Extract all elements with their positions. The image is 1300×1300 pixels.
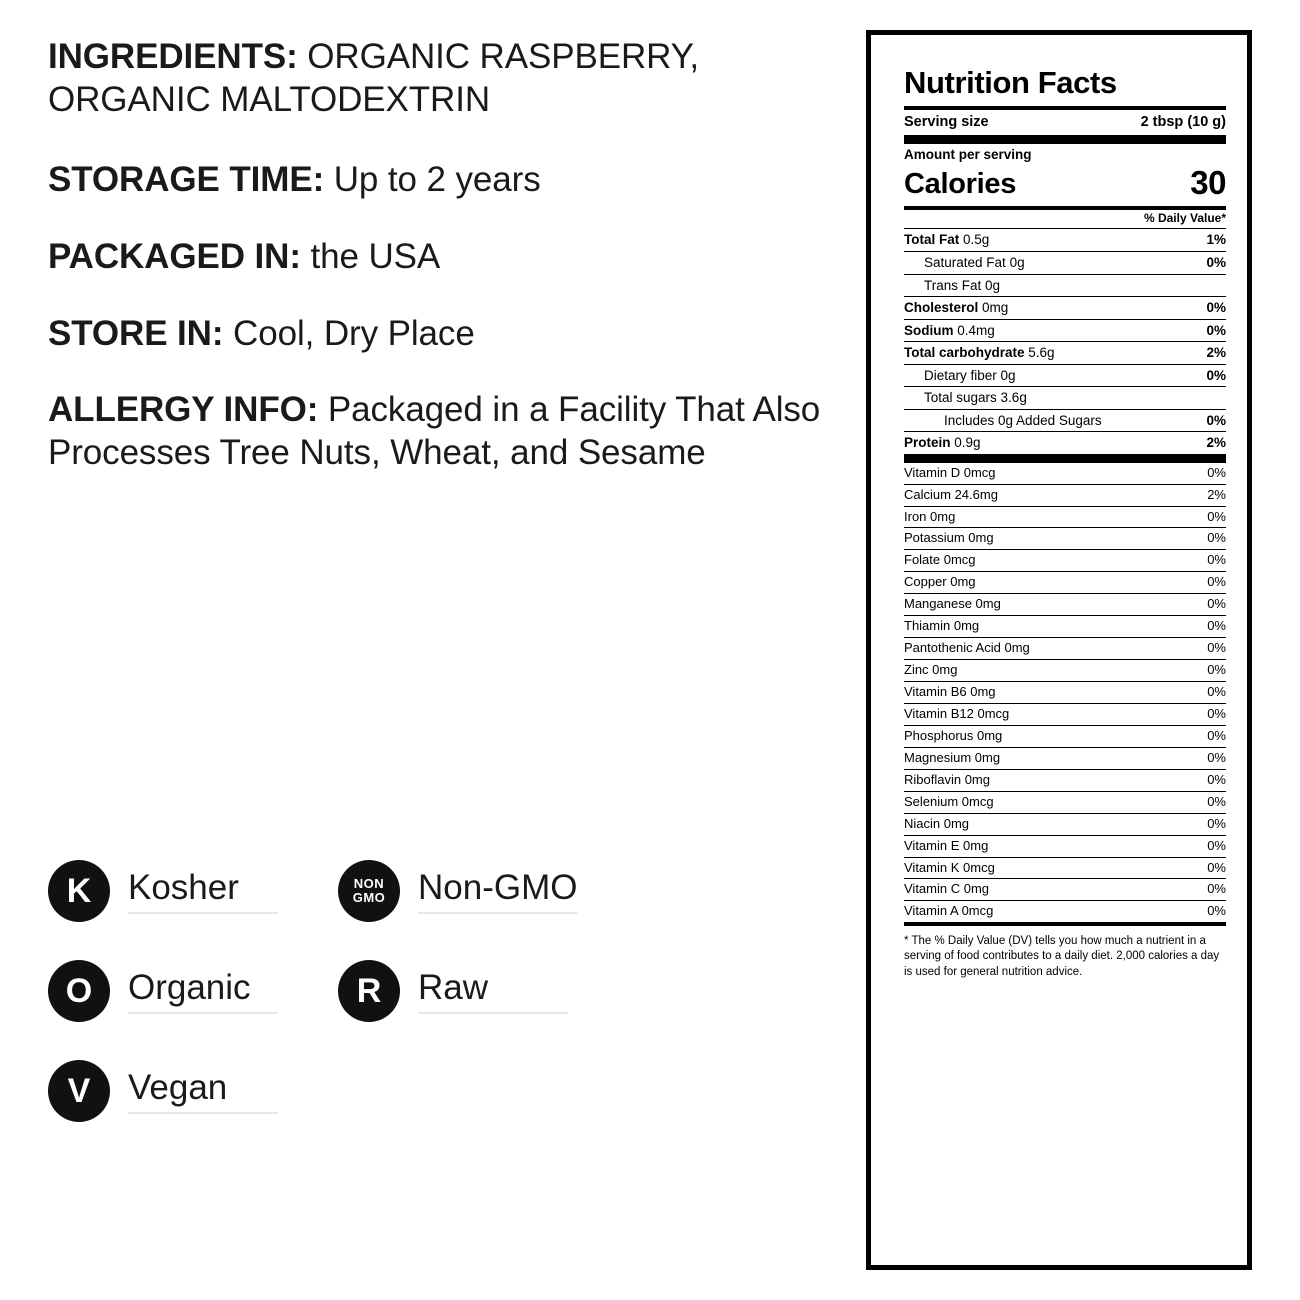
- nutrient-daily-value: 2%: [1206, 435, 1226, 451]
- badge-raw: [338, 960, 628, 1022]
- nutrient-row: [904, 320, 1226, 342]
- vitamin-row: [904, 572, 1226, 593]
- info-value-storage-time: Up to 2 years: [324, 160, 541, 200]
- serving-size-label: Serving size: [904, 113, 989, 130]
- vitamin-daily-value: 0%: [1207, 749, 1226, 765]
- vitamin-daily-value: 2%: [1207, 486, 1226, 502]
- nutrient-row: [904, 387, 1226, 409]
- nutrient-row: [904, 342, 1226, 364]
- vitamin-row: [904, 616, 1226, 637]
- nutrition-facts-inner: [904, 67, 1226, 980]
- nutrient-row: [904, 297, 1226, 319]
- daily-value-footnote: * The % Daily Value (DV) tells you how much a nutrient in a serving of food contributes to a daily diet. 2,000 calories a day is used for general nutrition advice.: [904, 935, 1220, 978]
- vitamin-name: Thiamin 0mg: [904, 618, 980, 634]
- vitamin-name: Copper 0mg: [904, 574, 976, 590]
- nutrient-main-rows: [904, 229, 1226, 453]
- vitamin-daily-value: 0%: [1207, 464, 1226, 480]
- badge-non-gmo-label: Non-GMO: [418, 867, 578, 907]
- vitamin-row: [904, 901, 1226, 922]
- nutrient-name: Protein 0.9g: [904, 435, 981, 451]
- product-info-column: [48, 36, 848, 509]
- info-value-packaged-in: the USA: [300, 237, 441, 277]
- vitamin-name: Folate 0mcg: [904, 552, 976, 568]
- vitamin-name: Zinc 0mg: [904, 662, 958, 678]
- vitamin-row: [904, 792, 1226, 813]
- vitamin-daily-value: 0%: [1207, 684, 1226, 699]
- nutrient-name: Cholesterol 0mg: [904, 300, 1009, 316]
- vitamin-daily-value: 0%: [1207, 815, 1226, 831]
- badge-vegan-label-wrap: [128, 1068, 278, 1114]
- info-value-allergy-info: Packaged in a Facility That Also Processes Tree Nuts, Wheat, and Sesame: [48, 390, 821, 473]
- vitamin-name: Manganese 0mg: [904, 596, 1001, 612]
- info-block-packaged-in: [48, 236, 848, 279]
- info-block-store-in: [48, 313, 848, 356]
- nutrient-row: [904, 432, 1226, 454]
- info-value-ingredients: ORGANIC RASPBERRY, ORGANIC MALTODEXTRIN: [48, 37, 700, 119]
- vitamin-name: Vitamin A 0mcg: [904, 903, 994, 919]
- vitamin-row: [904, 748, 1226, 769]
- nutrition-facts-title: Nutrition Facts: [904, 65, 1117, 100]
- calories-row: [904, 164, 1226, 206]
- vitamin-row: [904, 528, 1226, 549]
- nutrition-facts-panel: [866, 30, 1252, 1270]
- vitamin-row: [904, 463, 1226, 484]
- vitamin-name: Magnesium 0mg: [904, 749, 1001, 765]
- vitamin-daily-value: 0%: [1207, 662, 1226, 678]
- badge-row-1: [48, 860, 748, 922]
- vitamin-daily-value: 0%: [1207, 903, 1226, 919]
- vitamin-daily-value: 0%: [1207, 881, 1226, 897]
- vitamin-name: Vitamin D 0mcg: [904, 464, 996, 480]
- vitamin-name: Calcium 24.6mg: [904, 486, 998, 502]
- badge-kosher: [48, 860, 338, 922]
- nutrient-row: [904, 252, 1226, 274]
- nutrient-name: Dietary fiber 0g: [924, 367, 1016, 383]
- info-block-storage-time: [48, 159, 848, 202]
- vitamin-row: [904, 485, 1226, 506]
- vitamin-name: Vitamin K 0mcg: [904, 859, 995, 875]
- nutrient-daily-value: 2%: [1206, 345, 1226, 361]
- vitamin-daily-value: 0%: [1207, 727, 1226, 743]
- info-value-store-in: Cool, Dry Place: [223, 313, 475, 353]
- vitamin-daily-value: 0%: [1207, 705, 1226, 721]
- badge-organic-label: Organic: [128, 967, 251, 1007]
- vitamin-name: Vitamin B6 0mg: [904, 684, 996, 699]
- vitamin-row: [904, 726, 1226, 747]
- serving-size-value: 2 tbsp (10 g): [1140, 113, 1226, 130]
- nutrient-daily-value: 1%: [1206, 232, 1226, 248]
- badge-kosher-label-wrap: [128, 868, 278, 914]
- nutrient-vitamin-rows: [904, 463, 1226, 923]
- nutrient-daily-value: 0%: [1206, 300, 1226, 316]
- certification-badges: [48, 860, 748, 1160]
- vitamin-row: [904, 550, 1226, 571]
- vitamin-row: [904, 682, 1226, 703]
- calories-value: 30: [1190, 163, 1226, 201]
- nutrient-name: Saturated Fat 0g: [924, 254, 1025, 270]
- nutrient-name: Trans Fat 0g: [924, 277, 1001, 293]
- vitamin-daily-value: 0%: [1207, 640, 1226, 656]
- badge-row-2: [48, 960, 748, 1022]
- info-label-store-in: STORE IN:: [48, 313, 224, 353]
- badge-vegan: [48, 1060, 338, 1122]
- vitamin-name: Pantothenic Acid 0mg: [904, 640, 1030, 656]
- vitamin-name: Iron 0mg: [904, 508, 956, 524]
- nutrient-name: Sodium 0.4mg: [904, 322, 995, 338]
- organic-icon: O: [48, 960, 110, 1022]
- badge-non-gmo-label-wrap: [418, 868, 577, 914]
- vitamin-daily-value: 0%: [1207, 508, 1226, 524]
- nutrient-daily-value: 0%: [1206, 254, 1226, 270]
- nutrient-daily-value: 0%: [1206, 412, 1226, 428]
- divider-under-protein: [904, 454, 1226, 463]
- nutrient-row: [904, 229, 1226, 251]
- vitamin-row: [904, 770, 1226, 791]
- vitamin-name: Niacin 0mg: [904, 815, 970, 831]
- vitamin-name: Phosphorus 0mg: [904, 727, 1003, 743]
- badge-organic: [48, 960, 338, 1022]
- vitamin-daily-value: 0%: [1207, 837, 1226, 853]
- badge-kosher-label: Kosher: [128, 867, 239, 907]
- nutrient-row: [904, 410, 1226, 432]
- nutrient-daily-value: 0%: [1206, 322, 1226, 338]
- vitamin-name: Potassium 0mg: [904, 530, 994, 546]
- nutrient-name: Total sugars 3.6g: [924, 390, 1027, 406]
- kosher-icon: K: [48, 860, 110, 922]
- vitamin-row: [904, 704, 1226, 725]
- vitamin-row: [904, 836, 1226, 857]
- vitamin-name: Vitamin E 0mg: [904, 837, 989, 853]
- vitamin-row: [904, 660, 1226, 681]
- vitamin-row: [904, 638, 1226, 659]
- badge-vegan-label: Vegan: [128, 1067, 228, 1107]
- vitamin-daily-value: 0%: [1207, 771, 1226, 787]
- badge-row-3: [48, 1060, 748, 1122]
- nutrient-daily-value: 0%: [1206, 367, 1226, 383]
- nutrient-name: Total carbohydrate 5.6g: [904, 345, 1055, 361]
- info-block-allergy-info: [48, 389, 848, 474]
- badge-raw-label: Raw: [418, 967, 489, 1007]
- badge-organic-label-wrap: [128, 968, 278, 1014]
- vitamin-row: [904, 594, 1226, 615]
- vitamin-row: [904, 879, 1226, 900]
- info-label-ingredients: INGREDIENTS:: [48, 37, 298, 76]
- calories-label: Calories: [904, 168, 1017, 201]
- vitamin-daily-value: 0%: [1207, 596, 1226, 612]
- vitamin-row: [904, 507, 1226, 528]
- vitamin-daily-value: 0%: [1207, 552, 1226, 568]
- vitamin-daily-value: 0%: [1207, 618, 1226, 634]
- amount-per-serving-label: Amount per serving: [904, 147, 1032, 163]
- info-block-ingredients: [48, 36, 848, 121]
- vitamin-name: Selenium 0mcg: [904, 793, 994, 809]
- vitamin-row: [904, 814, 1226, 835]
- serving-size-row: [904, 110, 1226, 136]
- info-label-allergy-info: ALLERGY INFO:: [48, 390, 319, 430]
- vitamin-name: Vitamin B12 0mcg: [904, 705, 1010, 721]
- info-label-storage-time: STORAGE TIME:: [48, 160, 325, 200]
- vitamin-name: Vitamin C 0mg: [904, 881, 990, 897]
- nutrient-name: Includes 0g Added Sugars: [944, 412, 1102, 428]
- badge-non-gmo: [338, 860, 628, 922]
- vitamin-daily-value: 0%: [1207, 793, 1226, 809]
- nutrient-name: Total Fat 0.5g: [904, 232, 990, 248]
- daily-value-header: % Daily Value*: [1143, 210, 1226, 225]
- raw-icon: R: [338, 960, 400, 1022]
- vitamin-daily-value: 0%: [1207, 859, 1226, 875]
- vegan-icon: V: [48, 1060, 110, 1122]
- vitamin-name: Riboflavin 0mg: [904, 771, 990, 787]
- vitamin-row: [904, 858, 1226, 879]
- vitamin-daily-value: 0%: [1207, 530, 1226, 546]
- info-label-packaged-in: PACKAGED IN:: [48, 237, 301, 277]
- nutrient-row: [904, 365, 1226, 387]
- non-gmo-icon: NON GMO: [338, 860, 400, 922]
- nutrient-row: [904, 275, 1226, 297]
- vitamin-daily-value: 0%: [1207, 574, 1226, 590]
- badge-raw-label-wrap: [418, 968, 568, 1014]
- divider-under-serving: [904, 135, 1226, 144]
